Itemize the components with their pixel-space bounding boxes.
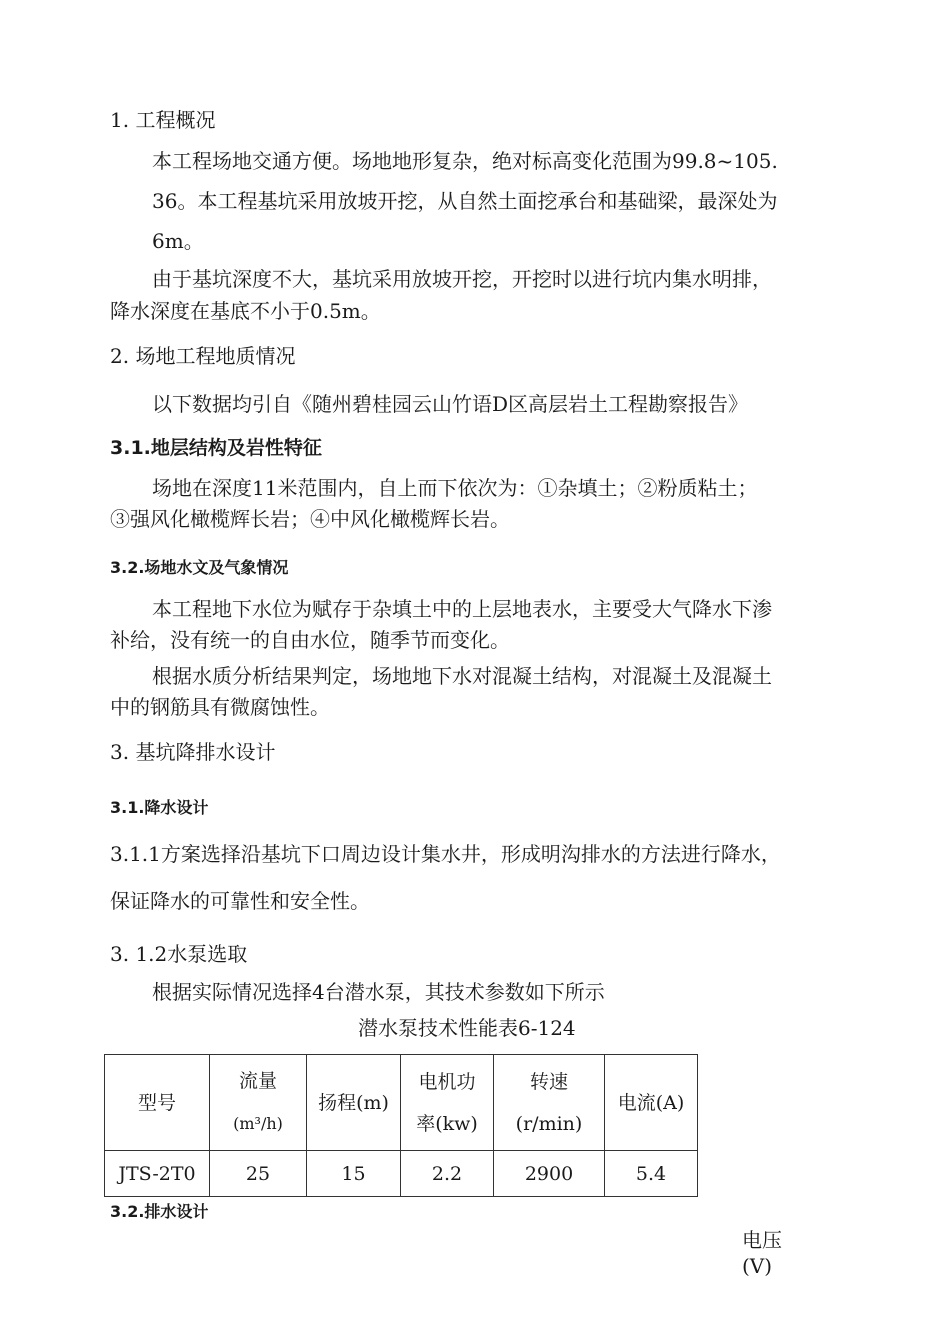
subsection-heading: 3.1.降水设计 — [110, 798, 209, 817]
paragraph-line: 由于基坑深度不大，基坑采用放坡开挖，开挖时以进行坑内集水明排， — [152, 267, 772, 291]
paragraph-line: 以下数据均引自《随州碧桂园云山竹语D区高层岩土工程勘察报告》 — [152, 392, 749, 416]
pump-spec-table — [104, 1054, 698, 1197]
overflow-column-unit: (V) — [742, 1254, 773, 1278]
paragraph-line: 本工程地下水位为赋存于杂填土中的上层地表水，主要受大气降水下渗 — [152, 597, 772, 621]
table-header-row — [105, 1055, 698, 1151]
table-cell: 25 — [210, 1151, 307, 1197]
paragraph-line: 补给，没有统一的自由水位，随季节而变化。 — [110, 628, 510, 652]
section-1-heading: 1. 工程概况 — [110, 108, 216, 132]
table-header-cell: 流量 (m³/h) — [210, 1055, 307, 1151]
paragraph-line: 3.1.1方案选择沿基坑下口周边设计集水井，形成明沟排水的方法进行降水， — [110, 842, 781, 866]
section-3-heading: 3. 基坑降排水设计 — [110, 740, 276, 764]
paragraph-line: 降水深度在基底不小于0.5m。 — [110, 299, 381, 323]
table-header-cell: 型号 — [105, 1055, 210, 1151]
table-header-cell: 电机功 率(kw) — [401, 1055, 494, 1151]
subsection-heading: 3.2.排水设计 — [110, 1202, 209, 1221]
table-header-cell: 扬程(m) — [307, 1055, 401, 1151]
table-cell: 2.2 — [401, 1151, 494, 1197]
section-2-heading: 2. 场地工程地质情况 — [110, 344, 296, 368]
table-header-cell: 转速 (r/min) — [494, 1055, 605, 1151]
table-cell: 15 — [307, 1151, 401, 1197]
paragraph-line: 保证降水的可靠性和安全性。 — [110, 889, 370, 913]
paragraph-line: 场地在深度11米范围内，自上而下依次为：①杂填土；②粉质粘土； — [152, 476, 758, 500]
paragraph-line: 6m。 — [152, 229, 204, 253]
table-cell: 2900 — [494, 1151, 605, 1197]
table-cell: 5.4 — [605, 1151, 698, 1197]
paragraph-line: ③强风化橄榄辉长岩；④中风化橄榄辉长岩。 — [110, 507, 510, 531]
subsection-heading: 3. 1.2水泵选取 — [110, 942, 248, 966]
paragraph-line: 36。本工程基坑采用放坡开挖，从自然土面挖承台和基础梁，最深处为 — [152, 189, 778, 213]
table-caption: 潜水泵技术性能表6-124 — [358, 1016, 576, 1040]
paragraph-line: 本工程场地交通方便。场地地形复杂，绝对标高变化范围为99.8~105. — [152, 149, 778, 173]
table-header-cell: 电流(A) — [605, 1055, 698, 1151]
paragraph-line: 根据实际情况选择4台潜水泵，其技术参数如下所示 — [152, 980, 605, 1004]
paragraph-line: 中的钢筋具有微腐蚀性。 — [110, 695, 330, 719]
overflow-column-label: 电压 — [742, 1228, 782, 1252]
section-3-2-heading: 3.2.场地水文及气象情况 — [110, 558, 289, 577]
table-cell: JTS-2T0 — [105, 1151, 210, 1197]
paragraph-line: 根据水质分析结果判定，场地地下水对混凝土结构，对混凝土及混凝土 — [152, 664, 772, 688]
section-3-1-heading: 3.1.地层结构及岩性特征 — [110, 437, 322, 459]
table-row — [105, 1151, 698, 1197]
